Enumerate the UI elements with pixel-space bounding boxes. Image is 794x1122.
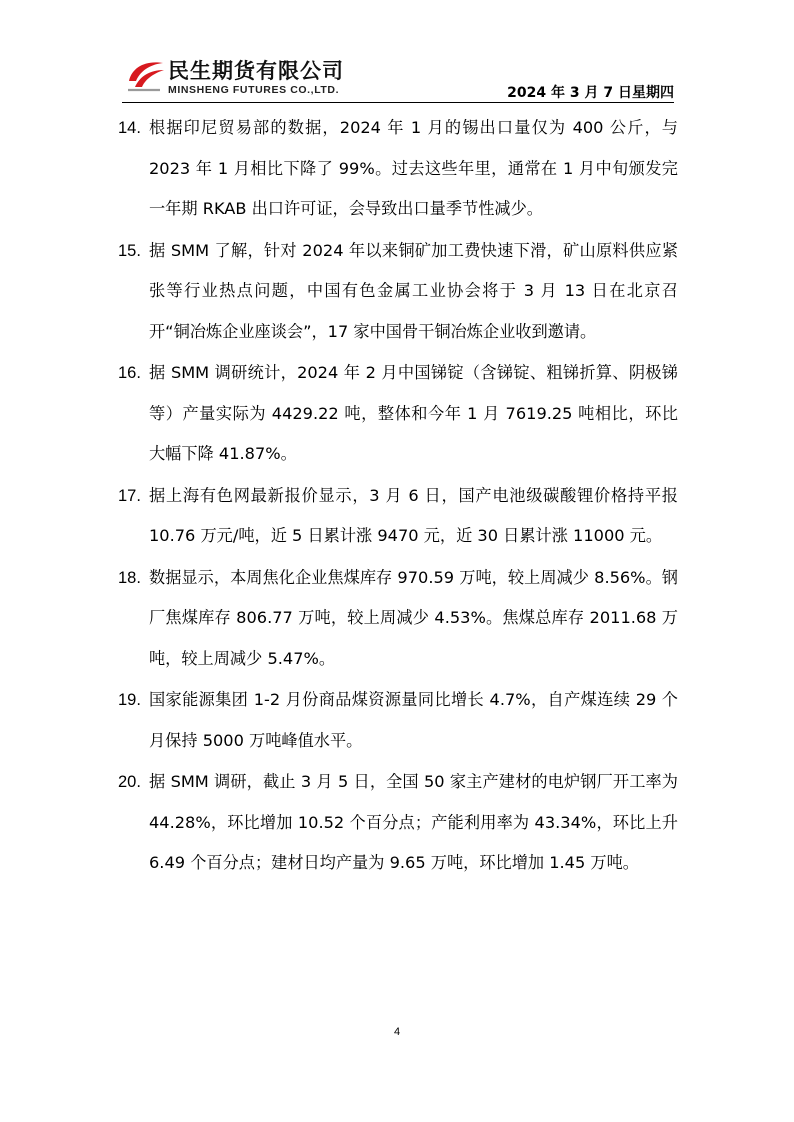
item-number: 17. (118, 486, 141, 505)
item-number: 16. (118, 364, 141, 382)
item-text: 数据显示，本周焦化企业焦煤库存 970.59 万吨，较上周减少 8.56%。钢厂焦煤库存 806.77 万吨，较上周减少 4.53%。焦煤总库存 2011.68 万吨，较上周减少 5.47%。 (149, 567, 678, 668)
item-number: 18. (118, 568, 141, 587)
list-item (118, 762, 678, 884)
item-text: 据上海有色网最新报价显示，3 月 6 日，国产电池级碳酸锂价格持平报 10.76 万元/吨，近 5 日累计涨 9470 元，近 30 日累计涨 11000 元。 (149, 485, 678, 545)
list-item (118, 476, 678, 557)
page-header (122, 55, 674, 103)
item-text: 根据印尼贸易部的数据，2024 年 1 月的锡出口量仅为 400 公斤，与 2023 年 1 月相比下降了 99%。过去这些年里，通常在 1 月中旬颁发完一年期 RKAB 出口许可证，会导致出口量季节性减少。 (149, 118, 678, 218)
minsheng-logo-icon (126, 57, 166, 93)
company-name-cn: 民生期货有限公司 (168, 59, 344, 83)
list-item (118, 353, 678, 475)
report-date: 2024 年 3 月 7 日星期四 (507, 85, 674, 101)
news-list (118, 108, 678, 885)
item-text: 据 SMM 调研统计，2024 年 2 月中国锑锭（含锑锭、粗锑折算、阴极锑等）产量实际为 4429.22 吨，整体和今年 1 月 7619.25 吨相比，环比大幅下降 41.87%。 (149, 363, 678, 463)
list-item (118, 558, 678, 680)
list-item (118, 231, 678, 353)
item-text: 国家能源集团 1-2 月份商品煤资源量同比增长 4.7%，自产煤连续 29 个月保持 5000 万吨峰值水平。 (149, 690, 678, 750)
item-number: 15. (118, 241, 141, 260)
item-number: 19. (118, 691, 141, 709)
company-name-en: MINSHENG FUTURES CO.,LTD. (168, 84, 340, 96)
page-number: 4 (393, 1026, 401, 1038)
item-number: 14. (118, 119, 141, 137)
list-item (118, 108, 678, 230)
header-divider (122, 102, 674, 103)
list-item (118, 680, 678, 761)
item-text: 据 SMM 了解，针对 2024 年以来铜矿加工费快速下滑，矿山原料供应紧张等行业热点问题，中国有色金属工业协会将于 3 月 13 日在北京召开“铜冶炼企业座谈会”，17 家中国骨干铜冶炼企业收到邀请。 (149, 240, 678, 341)
item-number: 20. (118, 773, 141, 791)
item-text: 据 SMM 调研，截止 3 月 5 日，全国 50 家主产建材的电炉钢厂开工率为 44.28%，环比增加 10.52 个百分点；产能利用率为 43.34%，环比上升 6.49 个百分点；建材日均产量为 9.65 万吨，环比增加 1.45 万吨。 (149, 772, 678, 872)
